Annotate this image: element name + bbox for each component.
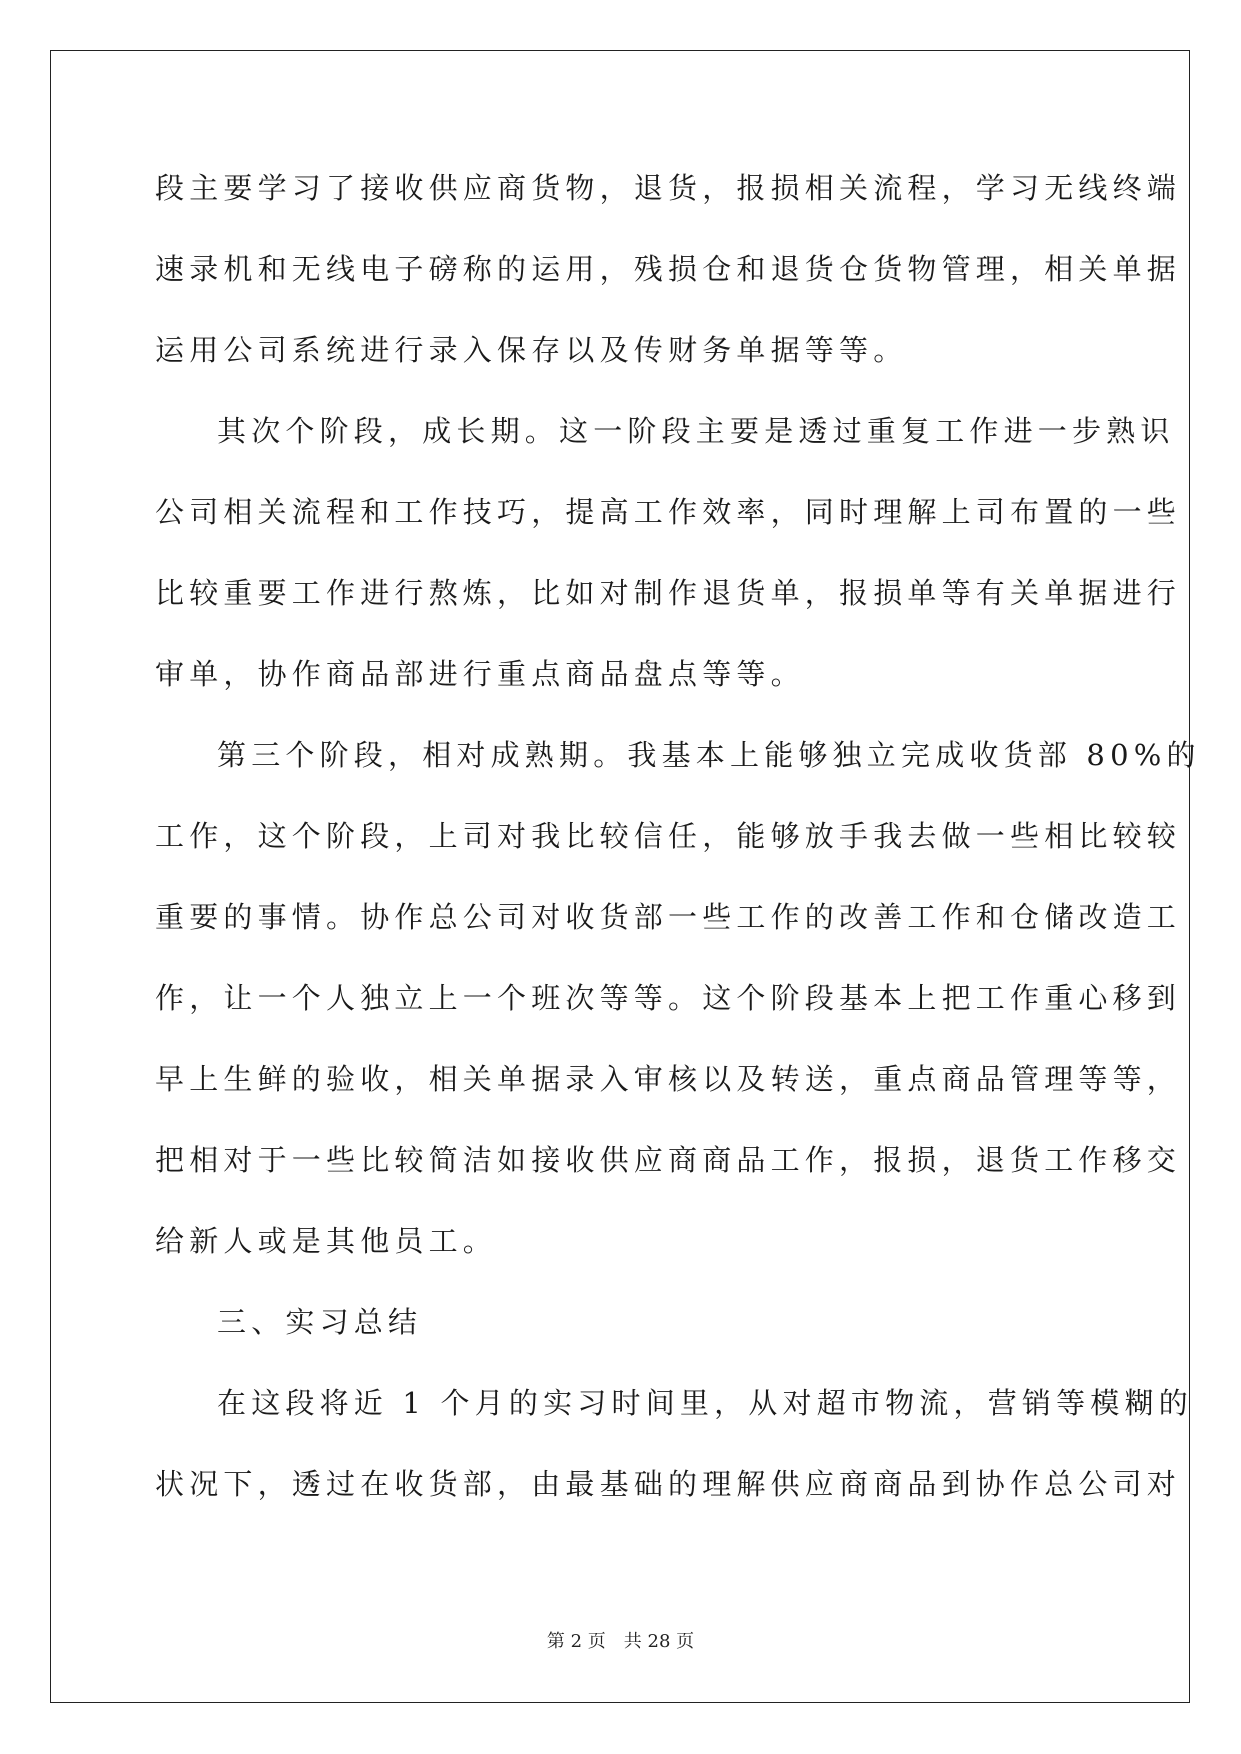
paragraph-start: 其次个阶段，成长期。这一阶段主要是透过重复工作进一步熟识 (217, 414, 1175, 448)
page-number-footer: 第 2 页 共 28 页 (546, 1631, 695, 1652)
text-line: 比较重要工作进行熬炼，比如对制作退货单，报损单等有关单据进行 (155, 576, 1182, 610)
text-line: 重要的事情。协作总公司对收货部一些工作的改善工作和仓储改造工 (155, 900, 1182, 934)
text-line: 把相对于一些比较简洁如接收供应商商品工作，报损，退货工作移交 (155, 1143, 1182, 1177)
text-line: 审单，协作商品部进行重点商品盘点等等。 (155, 657, 805, 691)
text-line: 速录机和无线电子磅称的运用，残损仓和退货仓货物管理，相关单据 (155, 252, 1182, 286)
text-line: 工作，这个阶段，上司对我比较信任，能够放手我去做一些相比较较 (155, 819, 1182, 853)
paragraph-start: 第三个阶段，相对成熟期。我基本上能够独立完成收货部 80%的 (217, 738, 1201, 772)
document-body (155, 160, 1201, 1537)
section-heading: 三、实习总结 (217, 1305, 423, 1339)
text-line: 公司相关流程和工作技巧，提高工作效率，同时理解上司布置的一些 (155, 495, 1182, 529)
text-line: 给新人或是其他员工。 (155, 1224, 498, 1258)
text-line: 早上生鲜的验收，相关单据录入审核以及转送，重点商品管理等等， (155, 1062, 1182, 1096)
text-line: 状况下，透过在收货部，由最基础的理解供应商商品到协作总公司对 (155, 1467, 1182, 1501)
text-line: 运用公司系统进行录入保存以及传财务单据等等。 (155, 333, 908, 367)
text-line: 段主要学习了接收供应商货物，退货，报损相关流程，学习无线终端 (155, 171, 1182, 205)
text-line: 作，让一个人独立上一个班次等等。这个阶段基本上把工作重心移到 (155, 981, 1182, 1015)
paragraph-start: 在这段将近 1 个月的实习时间里，从对超市物流，营销等模糊的 (217, 1386, 1193, 1420)
